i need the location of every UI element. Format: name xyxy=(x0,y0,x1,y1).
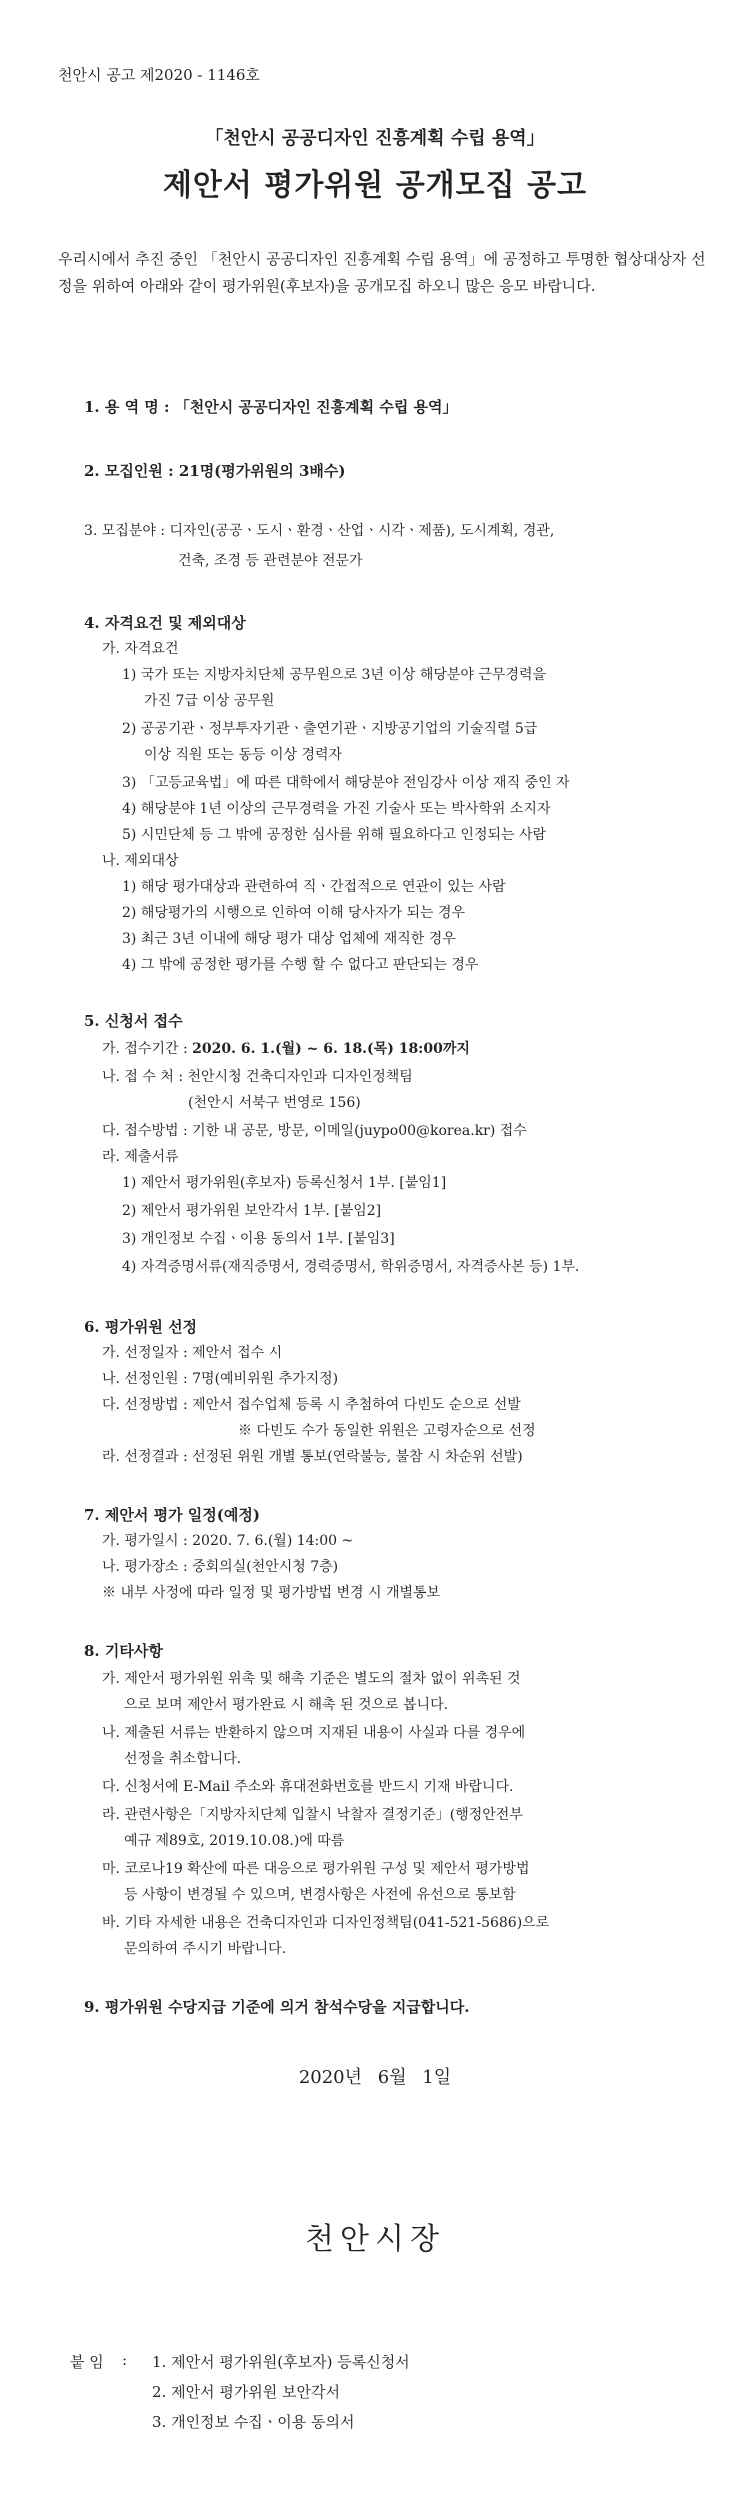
application-period xyxy=(102,1038,470,1058)
list-item: 가. 평가일시 : 2020. 7. 6.(월) 14:00 ~ xyxy=(102,1533,354,1549)
note: ※ 내부 사정에 따라 일정 및 평가방법 변경 시 개별통보 xyxy=(102,1585,441,1601)
list-item: 5) 시민단체 등 그 밖에 공정한 심사를 위해 필요하다고 인정되는 사람 xyxy=(122,827,547,843)
list-item: 라. 선정결과 : 선정된 위원 개별 통보(연락불능, 불참 시 차순위 선발) xyxy=(102,1449,523,1465)
section-2-recruit-count: 2. 모집인원 : 21명(평가위원의 3배수) xyxy=(84,462,346,480)
attachment-item: 3. 개인정보 수집ㆍ이용 동의서 xyxy=(152,2413,355,2431)
application-method: 다. 접수방법 : 기한 내 공문, 방문, 이메일(juypo00@korea.kr) 접수 xyxy=(102,1123,527,1139)
note: ※ 다빈도 수가 동일한 위원은 고령자순으로 선정 xyxy=(238,1423,536,1439)
list-item: 4) 해당분야 1년 이상의 근무경력을 가진 기술사 또는 박사학위 소지자 xyxy=(122,801,551,817)
list-item: 바. 기타 자세한 내용은 건축디자인과 디자인정책팀(041-521-5686)으로 xyxy=(102,1915,550,1931)
section-3-recruit-field: 3. 모집분야 : 디자인(공공ㆍ도시ㆍ환경ㆍ산업ㆍ시각ㆍ제품), 도시계획, 경관, xyxy=(84,523,555,539)
list-item: 2) 해당평가의 시행으로 인하여 이해 당사자가 되는 경우 xyxy=(122,905,466,921)
issuer-name: 천안시장 xyxy=(305,2222,445,2257)
section-8-heading: 8. 기타사항 xyxy=(84,1642,163,1660)
section-7-heading: 7. 제안서 평가 일정(예정) xyxy=(84,1506,260,1524)
list-item: 다. 선정방법 : 제안서 접수업체 등록 시 추첨하여 다빈도 순으로 선발 xyxy=(102,1397,521,1413)
list-item-cont: 선정을 취소합니다. xyxy=(124,1751,242,1767)
list-item: 나. 선정인원 : 7명(예비위원 추가지정) xyxy=(102,1371,339,1387)
application-period-value: 2020. 6. 1.(월) ~ 6. 18.(목) 18:00까지 xyxy=(192,1041,470,1057)
list-item: 가. 제안서 평가위원 위촉 및 해촉 기준은 별도의 절차 없이 위촉된 것 xyxy=(102,1671,521,1687)
list-item: 2) 공공기관ㆍ정부투자기관ㆍ출연기관ㆍ지방공기업의 기술직렬 5급 xyxy=(122,721,538,737)
issue-date: 2020년 6월 1일 xyxy=(298,2067,452,2088)
list-item: 가. 선정일자 : 제안서 접수 시 xyxy=(102,1345,283,1361)
list-item-cont: 으로 보며 제안서 평가완료 시 해촉 된 것으로 봅니다. xyxy=(124,1697,449,1713)
intro-paragraph: 우리시에서 추진 중인 「천안시 공공디자인 진흥계획 수립 용역」에 공정하고 투명한 협상대상자 선정을 위하여 아래와 같이 평가위원(후보자)을 공개모집 하오니 많은 응모 바랍니다. xyxy=(58,250,706,295)
section-4-heading: 4. 자격요건 및 제외대상 xyxy=(84,614,246,632)
list-item: 4) 자격증명서류(재직증명서, 경력증명서, 학위증명서, 자격증사본 등) 1부. xyxy=(122,1259,580,1275)
application-address: (천안시 서북구 번영로 156) xyxy=(188,1095,361,1111)
list-item: 4) 그 밖에 공정한 평가를 수행 할 수 없다고 판단되는 경우 xyxy=(122,957,479,973)
list-item-cont: 등 사항이 변경될 수 있으며, 변경사항은 사전에 유선으로 통보함 xyxy=(124,1887,516,1903)
application-place: 나. 접 수 처 : 천안시청 건축디자인과 디자인정책팀 xyxy=(102,1069,413,1085)
section-5-heading: 5. 신청서 접수 xyxy=(84,1012,183,1030)
section-4-exclusions: 나. 제외대상 xyxy=(102,853,179,869)
list-item: 3) 개인정보 수집ㆍ이용 동의서 1부. [붙임3] xyxy=(122,1231,395,1247)
list-item-cont: 가진 7급 이상 공무원 xyxy=(144,693,275,709)
list-item: 1) 제안서 평가위원(후보자) 등록신청서 1부. [붙임1] xyxy=(122,1175,447,1191)
attachment-item: 2. 제안서 평가위원 보안각서 xyxy=(152,2383,341,2401)
section-9-allowance: 9. 평가위원 수당지급 기준에 의거 참석수당을 지급합니다. xyxy=(84,1998,470,2016)
project-subtitle: 「천안시 공공디자인 진흥계획 수립 용역」 xyxy=(205,128,545,149)
section-1-service-name: 1. 용 역 명 : 「천안시 공공디자인 진흥계획 수립 용역」 xyxy=(84,398,458,416)
list-item: 나. 평가장소 : 중회의실(천안시청 7층) xyxy=(102,1559,339,1575)
list-item-cont: 이상 직원 또는 동등 이상 경력자 xyxy=(144,747,343,763)
list-item: 3) 「고등교육법」에 따른 대학에서 해당분야 전임강사 이상 재직 중인 자 xyxy=(122,775,570,791)
attachments-label: 붙 임 xyxy=(70,2353,104,2371)
list-item: 1) 국가 또는 지방자치단체 공무원으로 3년 이상 해당분야 근무경력을 xyxy=(122,667,547,683)
page-title: 제안서 평가위원 공개모집 공고 xyxy=(162,168,588,203)
application-period-label: 가. 접수기간 : xyxy=(102,1041,193,1057)
section-4-qualifications: 가. 자격요건 xyxy=(102,641,179,657)
submission-documents: 라. 제출서류 xyxy=(102,1149,179,1165)
list-item: 마. 코로나19 확산에 따른 대응으로 평가위원 구성 및 제안서 평가방법 xyxy=(102,1861,530,1877)
list-item-cont: 예규 제89호, 2019.10.08.)에 따름 xyxy=(124,1833,345,1849)
list-item: 3) 최근 3년 이내에 해당 평가 대상 업체에 재직한 경우 xyxy=(122,931,456,947)
list-item: 나. 제출된 서류는 반환하지 않으며 지재된 내용이 사실과 다를 경우에 xyxy=(102,1725,526,1741)
attachments-colon: : xyxy=(122,2351,128,2369)
section-3-recruit-field-cont: 건축, 조경 등 관련분야 전문가 xyxy=(178,553,363,569)
list-item: 1) 해당 평가대상과 관련하여 직ㆍ간접적으로 연관이 있는 사람 xyxy=(122,879,506,895)
list-item: 다. 신청서에 E-Mail 주소와 휴대전화번호를 반드시 기재 바랍니다. xyxy=(102,1779,514,1795)
list-item-cont: 문의하여 주시기 바랍니다. xyxy=(124,1941,287,1957)
list-item: 라. 관련사항은「지방자치단체 입찰시 낙찰자 결정기준」(행정안전부 xyxy=(102,1807,523,1823)
notice-number: 천안시 공고 제2020 - 1146호 xyxy=(58,66,260,84)
section-6-heading: 6. 평가위원 선정 xyxy=(84,1318,198,1336)
attachment-item: 1. 제안서 평가위원(후보자) 등록신청서 xyxy=(152,2353,410,2371)
list-item: 2) 제안서 평가위원 보안각서 1부. [붙임2] xyxy=(122,1203,382,1219)
